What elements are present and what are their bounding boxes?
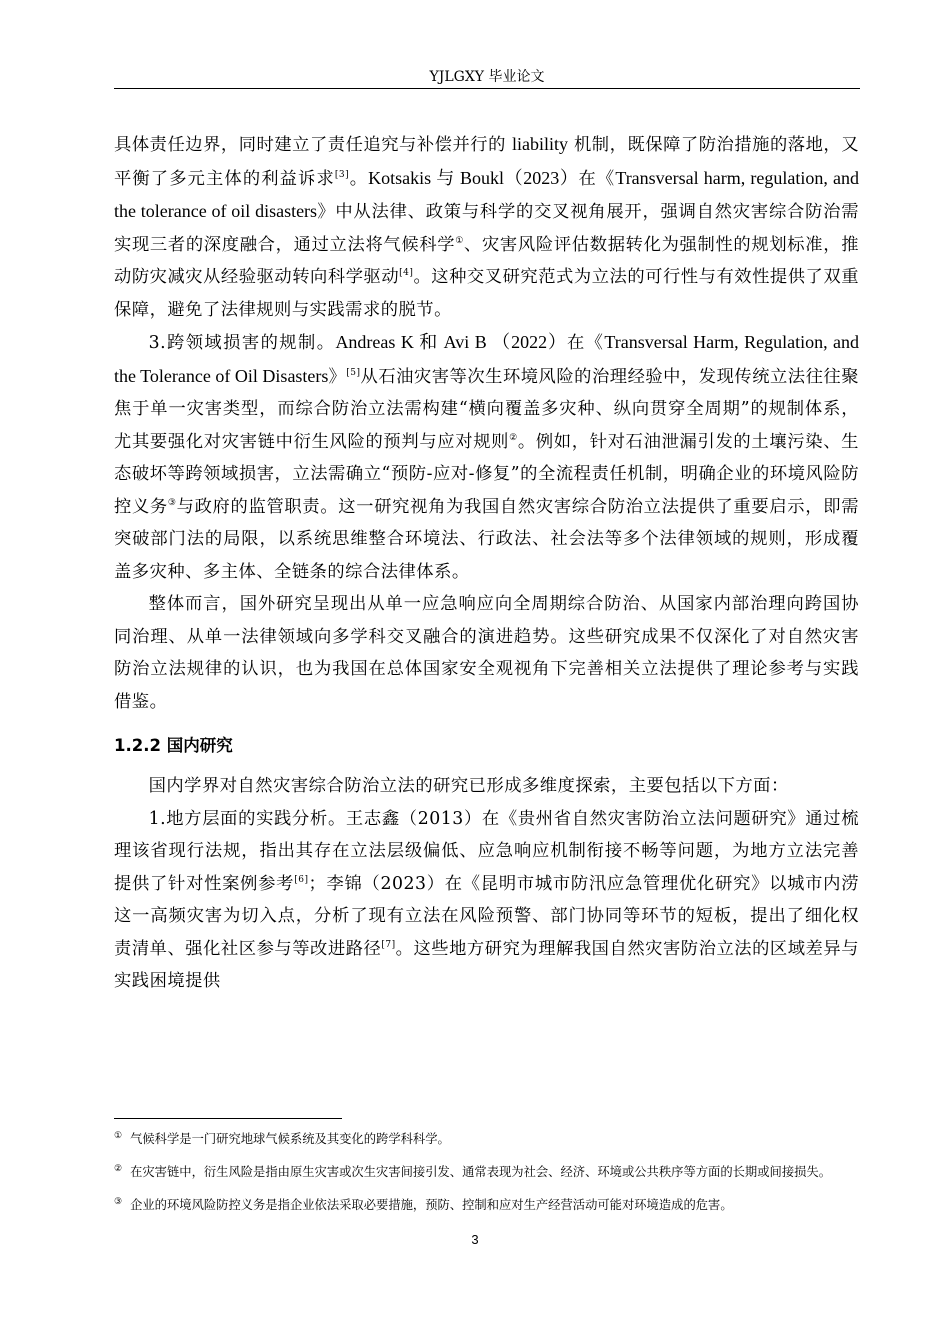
citation-3: [3]: [334, 169, 350, 180]
footnote-ref-3: ③: [167, 497, 177, 508]
footnote-1: ① 气候科学是一门研究地球气候系统及其变化的跨学科科学。: [114, 1131, 450, 1147]
paragraph-3: 整体而言，国外研究呈现出从单一应急响应向全周期综合防治、从国家内部治理向跨国协同治理、从单一法律领域向多学科交叉融合的演进趋势。这些研究成果不仅深化了对自然灾害防治立法规律的认识，也为我国在总体国家安全观视角下完善相关立法提供了理论参考与实践借鉴。: [114, 594, 859, 712]
citation-6: [6]: [294, 874, 309, 885]
citation-5: [5]: [346, 367, 361, 378]
main-body: [114, 128, 859, 998]
section-heading: [114, 731, 859, 761]
citation-4: [4]: [399, 268, 414, 279]
footnotes: [114, 1126, 859, 1225]
footnote-3: ③ 企业的环境风险防控义务是指企业依法采取必要措施，预防、控制和应对生产经营活动可能对环境造成的危害。: [114, 1197, 733, 1213]
footnote-2: ② 在灾害链中，衍生风险是指由原生灾害或次生灾害间接引发、通常表现为社会、经济、环境或公共秩序等方面的长期或间接损失。: [114, 1164, 832, 1180]
footnote-ref-1: ①: [455, 235, 465, 246]
paragraph-2: 3.跨领域损害的规制。Andreas K 和 Avi B （2022）在《Transversal Harm, Regulation, and the Tolerance of Oil Disasters》[5]从石油灾害等次生环境风险的治理经验中，发现传统立法往往聚焦于单一灾害类型，而综合防治立法需构建“横向覆盖多灾种、纵向贯穿全周期”的规制体系，尤其要强化对灾害链中衍生风险的预判与应对规则②。例如，针对石油泄漏引发的土壤污染、生态破坏等跨领域损害，立法需确立“预防-应对-修复”的全流程责任机制，明确企业的环境风险防控义务③与政府的监管职责。这一研究视角为我国自然灾害综合防治立法提供了重要启示，即需突破部门法的局限，以系统思维整合环境法、行政法、社会法等多个法律领域的规则，形成覆盖多灾种、多主体、全链条的综合法律体系。: [114, 332, 859, 582]
paragraph-1: 具体责任边界，同时建立了责任追究与补偿并行的 liability 机制，既保障了防治措施的落地，又平衡了多元主体的利益诉求[3]。Kotsakis 与 Boukl（2023）在《Transversal harm, regulation, and the tolerance of oil disasters》中从法律、政策与科学的交叉视角展开，强调自然灾害综合防治需实现三者的深度融合，通过立法将气候科学①、灾害风险评估数据转化为强制性的规划标准，推动防灾减灾从经验驱动转向科学驱动[4]。这种交叉研究范式为立法的可行性与有效性提供了双重保障，避免了法律规则与实践需求的脱节。: [114, 134, 860, 320]
page-header: [114, 66, 860, 89]
citation-7: [7]: [381, 939, 396, 950]
footnote-ref-2: ②: [509, 432, 518, 443]
section-title: 国内研究: [166, 736, 233, 755]
footnote-divider: [114, 1118, 342, 1119]
section-number: 1.2.2: [114, 736, 161, 755]
paragraph-5: 1.地方层面的实践分析。王志鑫（2013）在《贵州省自然灾害防治立法问题研究》通过梳理该省现行法规，指出其存在立法层级偏低、应急响应机制衔接不畅等问题，为地方立法完善提供了针对性案例参考[6]；李锦（2023）在《昆明市城市防汛应急管理优化研究》以城市内涝这一高频灾害为切入点，分析了现有立法在风险预警、部门协同等环节的短板，提出了细化权责清单、强化社区参与等改进路径[7]。这些地方研究为理解我国自然灾害防治立法的区域差异与实践困境提供: [114, 808, 859, 991]
header-title: YJLGXY 毕业论文: [429, 69, 545, 85]
paragraph-4: 国内学界对自然灾害综合防治立法的研究已形成多维度探索，主要包括以下方面：: [148, 776, 789, 796]
page-number: 3: [471, 1232, 479, 1247]
